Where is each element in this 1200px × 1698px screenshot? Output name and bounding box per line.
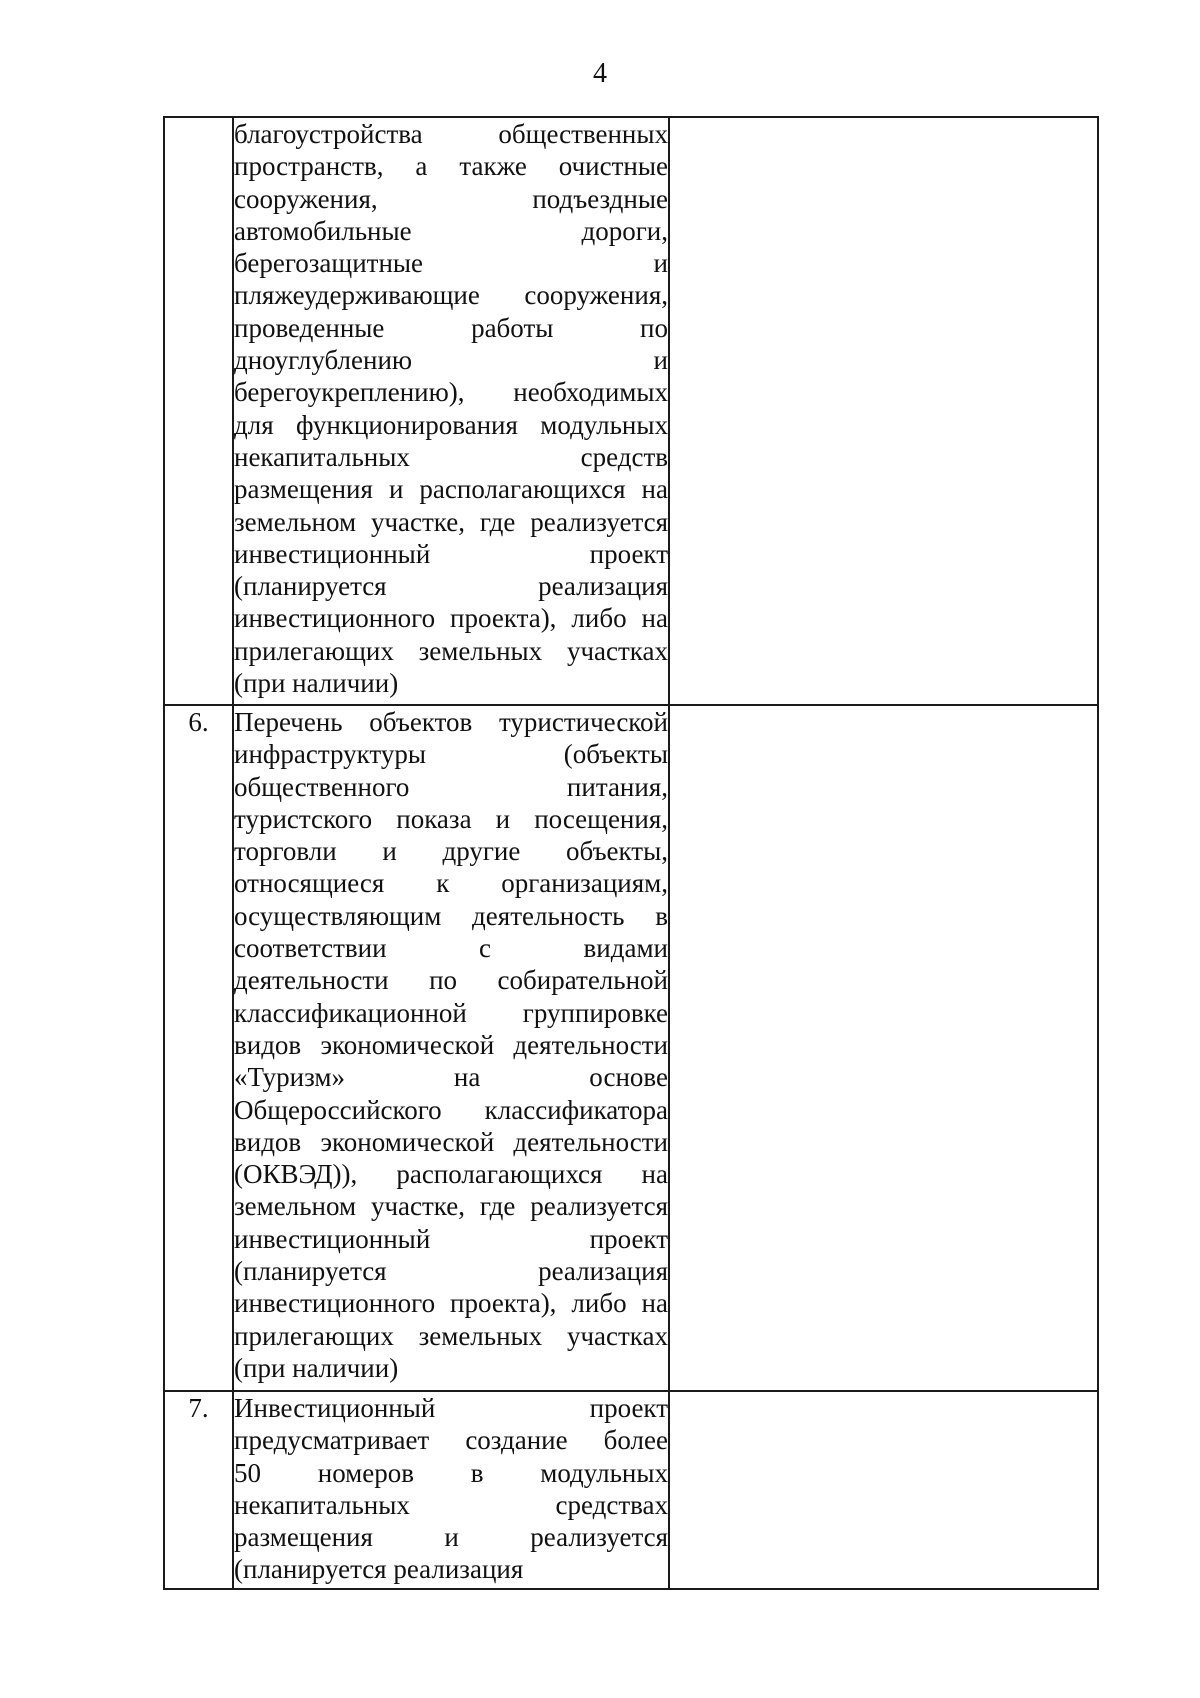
text-line: предусматривает создание более [234,1425,668,1456]
text-line: соответствии с видами [234,933,668,964]
text-line: дноуглублению и [234,345,668,376]
text-line: сооружения, подъездные [234,183,668,214]
text-line: некапитальных средствах [234,1489,668,1520]
text-line: общественного питания, [234,771,668,802]
text-line: размещения и реализуется [234,1522,668,1553]
text-line: берегоукреплению), необходимых [234,377,668,408]
text-line: Общероссийского классификатора [234,1094,668,1125]
table-row [164,117,1098,705]
text-line: прилегающих земельных участках [234,1320,668,1351]
text-line: пляжеудерживающие сооружения, [234,280,668,311]
text-line: некапитальных средств [234,441,668,472]
row-number [164,117,233,705]
text-line: инфраструктуры (объекты [234,739,668,770]
text-line: благоустройства общественных [234,119,668,149]
text-line: инвестиционного проекта), либо на [234,1288,668,1319]
table-row [164,705,1098,1391]
text-line: пространств, а также очистные [234,151,668,182]
text-line: туристского показа и посещения, [234,803,668,834]
text-line: (планируется реализация [234,1554,524,1585]
document-table [163,116,1099,1590]
text-line: осуществляющим деятельность в [234,900,668,931]
text-line: видов экономической деятельности [234,1126,668,1157]
text-line: инвестиционного проекта), либо на [234,603,668,634]
text-line: (планируется реализация [234,1256,668,1287]
text-line: (при наличии) [234,668,399,699]
text-line: инвестиционный проект [234,538,668,569]
text-line: деятельности по собирательной [234,965,668,996]
text-line: видов экономической деятельности [234,1029,668,1060]
text-line: инвестиционный проект [234,1223,668,1254]
row-number: 7. [164,1391,233,1589]
text-line: (при наличии) [234,1352,399,1383]
table-row [164,1391,1098,1589]
text-line: (планируется реализация [234,571,668,602]
text-line: «Туризм» на основе [234,1062,668,1093]
row-description [233,705,669,1391]
text-line: торговли и другие объекты, [234,836,668,867]
row-number: 6. [164,705,233,1391]
text-line: прилегающих земельных участках [234,635,668,666]
text-line: относящиеся к организациям, [234,868,668,899]
text-line: для функционирования модульных [234,409,668,440]
row-value [669,117,1098,705]
text-line: (ОКВЭД)), располагающихся на [234,1159,668,1190]
text-line: Инвестиционный проект [234,1393,668,1423]
page-number: 4 [593,58,607,89]
row-value [669,705,1098,1391]
row-value [669,1391,1098,1589]
text-line: земельном участке, где реализуется [234,506,668,537]
text-line: размещения и располагающихся на [234,474,668,505]
text-line: классификационной группировке [234,997,668,1028]
text-line: Перечень объектов туристической [234,707,668,737]
text-line: 50 номеров в модульных [234,1457,668,1488]
text-line: земельном участке, где реализуется [234,1191,668,1222]
text-line: проведенные работы по [234,312,668,343]
text-line: берегозащитные и [234,248,668,279]
text-line: автомобильные дороги, [234,215,668,246]
row-description [233,1391,669,1589]
row-description [233,117,669,705]
